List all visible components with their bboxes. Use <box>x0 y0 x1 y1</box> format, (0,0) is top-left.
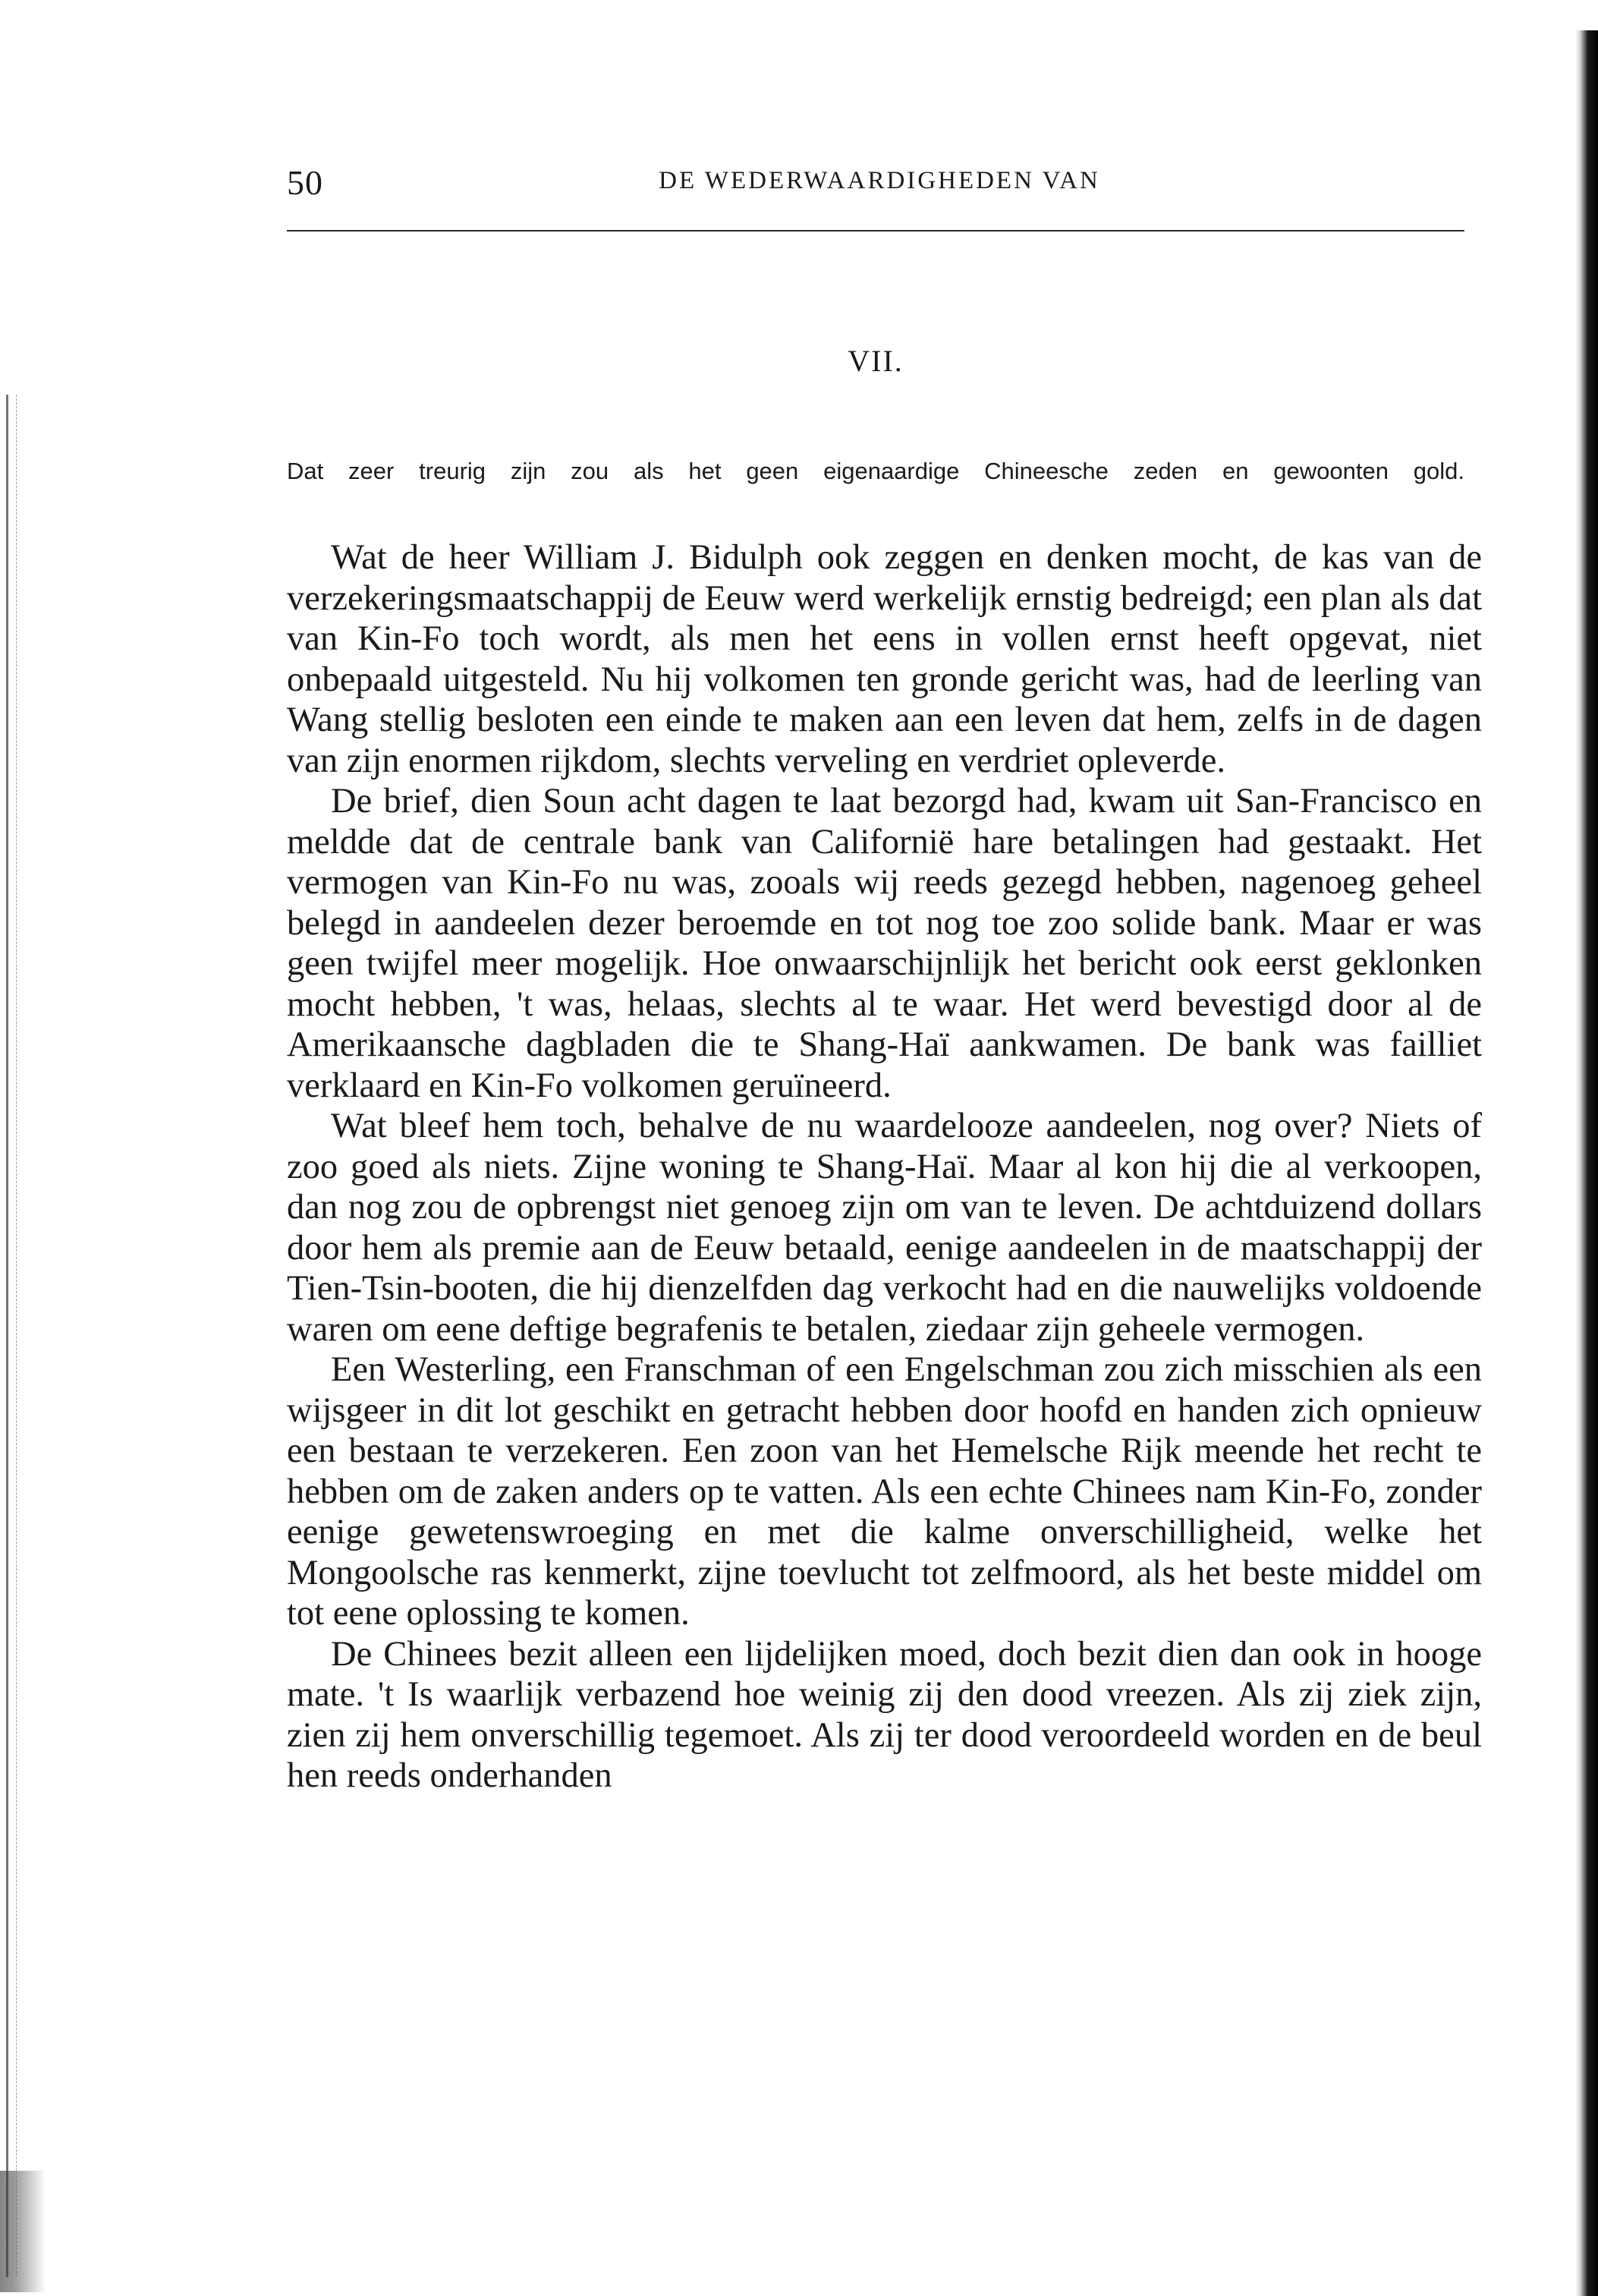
page-number: 50 <box>287 163 323 202</box>
page-header <box>287 162 1464 208</box>
page-edge-shadow-left <box>0 2171 46 2292</box>
paragraph: De Chinees bezit alleen een lijdelijken moed, doch bezit dien dan ook in hooge mate. 't Is waarlijk verbazend hoe weinig zij den dood vreezen. Als zij ziek zijn, zien zij hem onverschillig tegemoet. Als zij ter dood veroordeeld worden en de beul hen reeds onderhanden <box>287 1634 1482 1795</box>
paragraph: Wat bleef hem toch, behalve de nu waardelooze aandeelen, nog over? Niets of zoo goed als niets. Zijne woning te Shang-Haï. Maar al kon hij die al verkoopen, dan nog zou de opbrengst niet genoeg zijn om van te leven. De achtduizend dollars door hem als premie aan de Eeuw betaald, eenige aandeelen in de maatschappij der Tien-Tsin-booten, die hij dienzelfden dag verkocht had en die nauwelijks voldoende waren om eene deftige begrafenis te betalen, ziedaar zijn geheele vermogen. <box>287 1107 1482 1349</box>
chapter-subtitle: Dat zeer treurig zijn zou als het geen eigenaardige Chineesche zeden en gewoonten gold. <box>287 458 1464 484</box>
chapter-number: VII. <box>848 344 904 378</box>
page-edge-shadow-right <box>1575 30 1598 2296</box>
running-head: DE WEDERWAARDIGHEDEN VAN <box>659 167 1100 194</box>
page-edge-binding-left <box>6 395 17 2277</box>
paragraph: Een Westerling, een Franschman of een Engelschman zou zich misschien als een wijsgeer in dit lot geschikt en getracht hebben door hoofd en handen zich opnieuw een bestaan te verzekeren. Een zoon van het Hemelsche Rijk meende het recht te hebben om de zaken anders op te vatten. Als een echte Chinees nam Kin-Fo, zonder eenige gewetenswroeging en met die kalme onverschilligheid, welke het Mongoolsche ras kenmerkt, zijne toevlucht tot zelfmoord, als het beste middel om tot eene oplossing te komen. <box>287 1350 1482 1633</box>
body-text <box>287 537 1482 1797</box>
header-rule <box>287 230 1464 231</box>
paragraph: De brief, dien Soun acht dagen te laat bezorgd had, kwam uit San-Francisco en meldde dat de centrale bank van Californië hare betalingen had gestaakt. Het vermogen van Kin-Fo nu was, zooals wij reeds gezegd hebben, nagenoeg geheel belegd in aandeelen dezer beroemde en tot nog toe zoo solide bank. Maar er was geen twijfel meer mogelijk. Hoe onwaarschijnlijk het bericht ook eerst geklonken mocht hebben, 't was, helaas, slechts al te waar. Het werd bevestigd door al de Amerikaansche dagbladen die te Shang-Haï aankwamen. De bank was failliet verklaard en Kin-Fo volkomen geruïneerd. <box>287 782 1482 1105</box>
paragraph: Wat de heer William J. Bidulph ook zeggen en denken mocht, de kas van de verzekeringsmaatschappij de Eeuw werd werkelijk ernstig bedreigd; een plan als dat van Kin-Fo toch wordt, als men het eens in vollen ernst heeft opgevat, niet onbepaald uitgesteld. Nu hij volkomen ten gronde gericht was, had de leerling van Wang stellig besloten een einde te maken aan een leven dat hem, zelfs in de dagen van zijn enormen rijkdom, slechts verveling en verdriet opleverde. <box>287 538 1482 780</box>
